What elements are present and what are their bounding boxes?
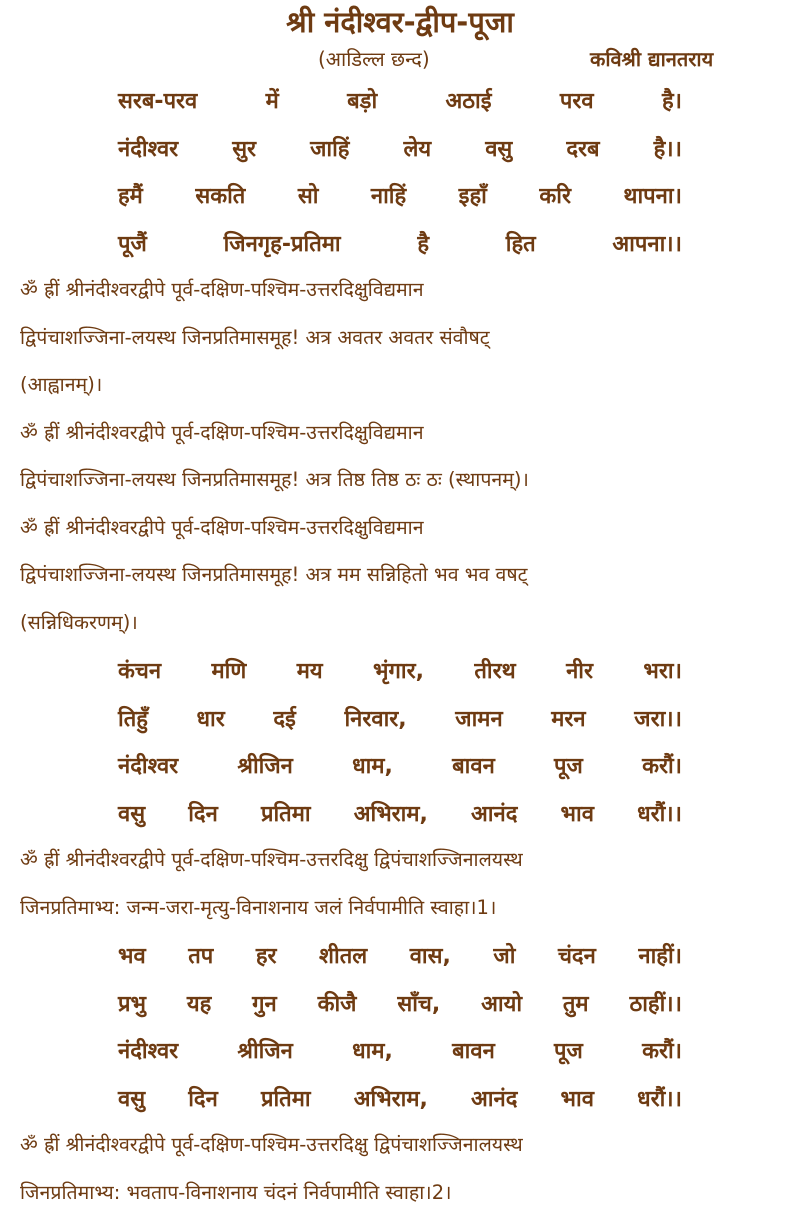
sthapana-verse-line: [118, 175, 682, 215]
verse-word: प्रतिमा: [260, 1087, 311, 1112]
verse-word: हित: [505, 232, 536, 257]
sthapana-verse-line: [118, 223, 682, 263]
verse-word: भरा।: [643, 659, 682, 684]
jal-verse-line: [118, 793, 682, 833]
verse-word: हमैं: [118, 184, 143, 209]
jal-verse-line: [118, 698, 682, 738]
chandan-verse-line: [118, 983, 682, 1023]
verse-word: श्रीजिन: [237, 1039, 293, 1064]
sannidhikaranam-line: ॐ ह्रीं श्रीनंदीश्वरद्वीपे पूर्व-दक्षिण-पश्चिम-उत्तरदिक्षुविद्यमान: [20, 516, 424, 539]
verse-word: आपना।।: [612, 232, 682, 257]
verse-word: यह: [186, 992, 212, 1017]
verse-word: जरा।।: [634, 707, 682, 732]
verse-word: शीतल: [319, 944, 368, 969]
jal-verse-line: [118, 745, 682, 785]
verse-word: कीजै: [317, 992, 357, 1017]
verse-word: परव: [559, 89, 594, 114]
subtitle-row: [0, 44, 800, 74]
verse-word: बावन: [452, 754, 495, 779]
sthapana-verse-line: [118, 80, 682, 120]
verse-word: लेय: [403, 137, 432, 162]
verse-word: वसु: [485, 137, 513, 162]
verse-word: सुर: [232, 137, 257, 162]
jal-mantra-line: जिनप्रतिमाभ्य: जन्म-जरा-मृत्यु-विनाशनाय जलं निर्वपामीति स्वाहा।1।: [20, 896, 497, 919]
verse-word: आनंद: [471, 802, 518, 827]
verse-word: बावन: [452, 1039, 495, 1064]
verse-word: नंदीश्वर: [118, 137, 179, 162]
verse-word: अठाई: [445, 89, 492, 114]
chandan-verse-line: [118, 1030, 682, 1070]
verse-word: दई: [273, 707, 296, 732]
jal-mantra-line: ॐ ह्रीं श्रीनंदीश्वरद्वीपे पूर्व-दक्षिण-पश्चिम-उत्तरदिक्षु द्विपंचाशज्जिनालयस्थ: [20, 848, 523, 871]
verse-word: तुम: [562, 992, 589, 1017]
verse-word: दरब: [566, 137, 600, 162]
verse-word: धार: [196, 707, 225, 732]
verse-word: है।: [661, 89, 682, 114]
poet-name: कविश्री द्यानतराय: [590, 47, 714, 71]
verse-word: नाहीं।: [638, 944, 682, 969]
verse-word: नाहिं: [370, 184, 407, 209]
verse-word: तिहुँ: [118, 707, 148, 732]
sthapana-verse-line: [118, 128, 682, 168]
sthapanam-line: ॐ ह्रीं श्रीनंदीश्वरद्वीपे पूर्व-दक्षिण-पश्चिम-उत्तरदिक्षुविद्यमान: [20, 421, 424, 444]
sannidhikaranam-line: द्विपंचाशज्जिना-लयस्थ जिनप्रतिमासमूह! अत्र मम सन्निहितो भव भव वषट्: [20, 563, 528, 586]
avahanan-line: (आह्वानम्)।: [20, 373, 103, 396]
avahanan-line: ॐ ह्रीं श्रीनंदीश्वरद्वीपे पूर्व-दक्षिण-पश्चिम-उत्तरदिक्षुविद्यमान: [20, 278, 424, 301]
verse-word: मरन: [551, 707, 586, 732]
verse-word: वसु: [118, 1087, 146, 1112]
verse-word: आनंद: [471, 1087, 518, 1112]
verse-word: श्रीजिन: [237, 754, 293, 779]
verse-word: धाम,: [352, 754, 393, 779]
sannidhikaranam-line: (सन्निधिकरणम्)।: [20, 611, 138, 634]
verse-word: मणि: [211, 659, 247, 684]
verse-word: है।।: [653, 137, 682, 162]
verse-word: निरवार,: [344, 707, 407, 732]
verse-word: नीर: [566, 659, 593, 684]
verse-word: थापना।: [623, 184, 682, 209]
verse-word: आयो: [481, 992, 523, 1017]
sthapanam-line: द्विपंचाशज्जिना-लयस्थ जिनप्रतिमासमूह! अत्र तिष्ठ तिष्ठ ठः ठः (स्थापनम्)।: [20, 468, 529, 491]
verse-word: कंचन: [118, 659, 162, 684]
chandan-mantra-line: ॐ ह्रीं श्रीनंदीश्वरद्वीपे पूर्व-दक्षिण-पश्चिम-उत्तरदिक्षु द्विपंचाशज्जिनालयस्थ: [20, 1133, 523, 1156]
verse-word: नंदीश्वर: [118, 754, 179, 779]
avahanan-line: द्विपंचाशज्जिना-लयस्थ जिनप्रतिमासमूह! अत्र अवतर अवतर संवौषट्: [20, 326, 490, 349]
chandan-mantra-line: जिनप्रतिमाभ्य: भवताप-विनाशनाय चंदनं निर्वपामीति स्वाहा।2।: [20, 1181, 452, 1204]
verse-word: सकति: [195, 184, 246, 209]
verse-word: करौं।: [642, 754, 682, 779]
verse-word: प्रभु: [118, 992, 146, 1017]
verse-word: भाव: [560, 802, 594, 827]
verse-word: हर: [255, 944, 277, 969]
verse-word: धाम,: [352, 1039, 393, 1064]
jal-verse-line: [118, 650, 682, 690]
verse-word: अभिराम,: [353, 1087, 428, 1112]
verse-word: पूज: [554, 754, 583, 779]
verse-word: नंदीश्वर: [118, 1039, 179, 1064]
verse-word: तप: [188, 944, 214, 969]
chandan-verse-line: [118, 935, 682, 975]
verse-word: है: [417, 232, 430, 257]
verse-word: दिन: [188, 1087, 218, 1112]
verse-word: में: [265, 89, 279, 114]
chhand-name: (आडिल्ल छन्द): [318, 47, 430, 71]
verse-word: अभिराम,: [353, 802, 428, 827]
verse-word: सो: [297, 184, 319, 209]
verse-word: करि: [539, 184, 571, 209]
verse-word: साँच,: [397, 992, 441, 1017]
verse-word: मय: [296, 659, 323, 684]
verse-word: पूजैं: [118, 232, 147, 257]
verse-word: ठाहीं।।: [629, 992, 682, 1017]
page-title: श्री नंदीश्वर-द्वीप-पूजा: [286, 5, 514, 39]
verse-word: धरौं।।: [637, 802, 682, 827]
verse-word: सरब-परव: [118, 89, 198, 114]
verse-word: जो: [493, 944, 516, 969]
verse-word: चंदन: [557, 944, 596, 969]
verse-word: धरौं।।: [637, 1087, 682, 1112]
verse-word: तीरथ: [474, 659, 516, 684]
verse-word: जामन: [455, 707, 503, 732]
verse-word: इहाँ: [458, 184, 487, 209]
verse-word: दिन: [188, 802, 218, 827]
chandan-verse-line: [118, 1078, 682, 1118]
verse-word: करौं।: [642, 1039, 682, 1064]
verse-word: वसु: [118, 802, 146, 827]
verse-word: वास,: [409, 944, 451, 969]
verse-word: जिनगृह-प्रतिमा: [223, 232, 341, 257]
verse-word: भाव: [560, 1087, 594, 1112]
verse-word: बड़ो: [347, 89, 378, 114]
verse-word: जाहिं: [310, 137, 350, 162]
verse-word: पूज: [554, 1039, 583, 1064]
verse-word: प्रतिमा: [260, 802, 311, 827]
verse-word: भृंगार,: [373, 659, 424, 684]
verse-word: गुन: [252, 992, 277, 1017]
verse-word: भव: [118, 944, 146, 969]
